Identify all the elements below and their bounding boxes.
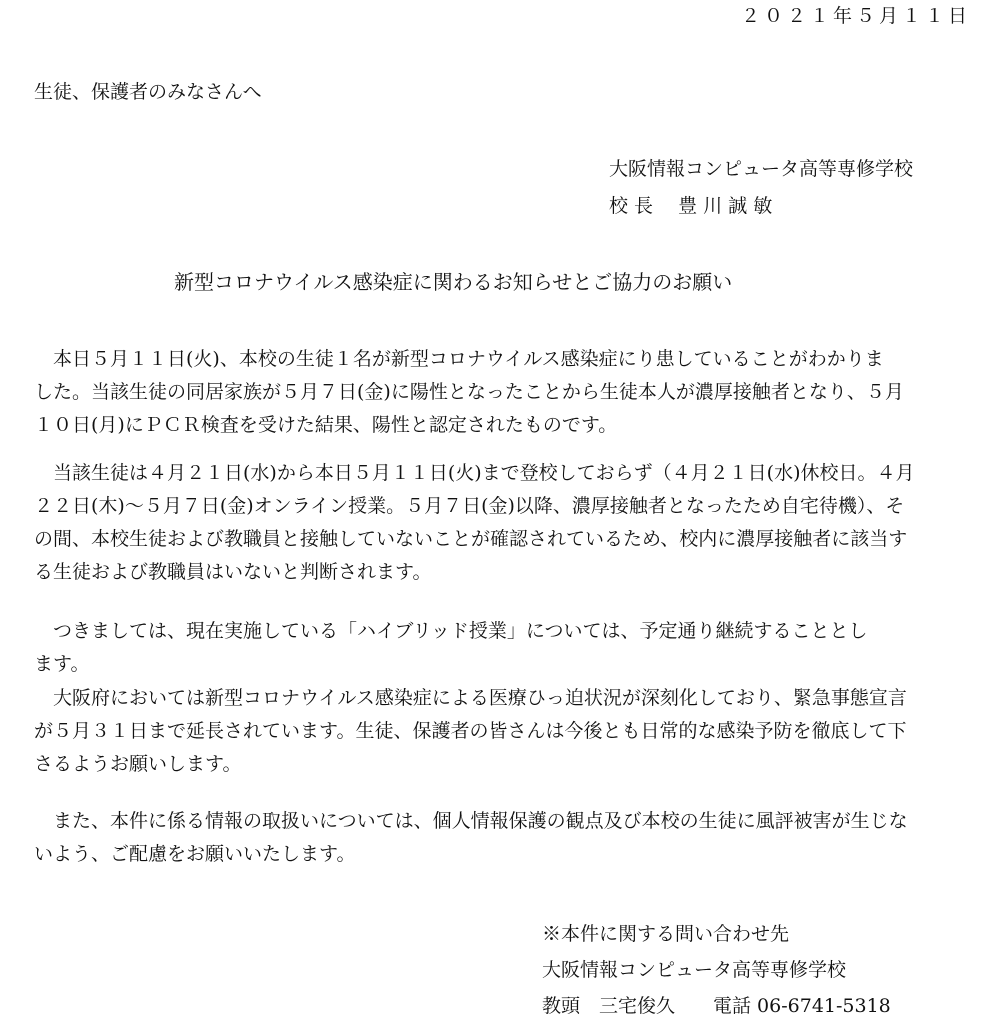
paragraph-hybrid-classes [34,615,974,681]
paragraph-line: した。当該生徒の同居家族が５月７日(金)に陽性となったことから生徒本人が濃厚接触者となり、５月 [34,381,904,403]
paragraph-line: が５月３１日まで延長されています。生徒、保護者の皆さんは今後とも日常的な感染予防を徹底して下 [34,720,907,742]
letter-date: ２０２１年５月１１日 [740,5,971,27]
contact-school-name: 大阪情報コンピュータ高等専修学校 [542,959,847,981]
sender-school-name: 大阪情報コンピュータ高等専修学校 [609,158,914,180]
contact-person-phone: 教頭 三宅俊久 電話 06-6741-5318 [542,995,891,1017]
paragraph-line: いよう、ご配慮をお願いいたします。 [34,843,356,865]
paragraph-privacy [34,805,974,871]
paragraph-line: さるようお願いします。 [34,753,242,775]
paragraph-line: 大阪府においては新型コロナウイルス感染症による医療ひっ迫状況が深刻化しており、緊急事態宣言 [34,687,907,709]
contact-block [542,916,891,1024]
sender-principal: 校 長 豊 川 誠 敏 [609,195,773,217]
paragraph-line: 本日５月１１日(火)、本校の生徒１名が新型コロナウイルス感染症にり患していることがわかりま [34,348,884,370]
paragraph-attendance [34,457,974,589]
paragraph-line: ２２日(木)～５月７日(金)オンライン授業。５月７日(金)以降、濃厚接触者となったため自宅待機）、そ [34,495,905,517]
paragraph-line: 当該生徒は４月２１日(水)から本日５月１１日(火)まで登校しておらず（４月２１日(水)休校日。４月 [34,462,915,484]
paragraph-line: １０日(月)にＰＣＲ検査を受けた結果、陽性と認定されたものです。 [34,414,618,436]
document-title: 新型コロナウイルス感染症に関わるお知らせとご協力のお願い [174,270,733,294]
paragraph-line: ます。 [34,653,90,675]
paragraph-line: る生徒および教職員はいないと判断されます。 [34,561,432,583]
paragraph-line: の間、本校生徒および教職員と接触していないことが確認されているため、校内に濃厚接触者に該当す [34,528,908,550]
contact-heading: ※本件に関する問い合わせ先 [542,923,790,945]
salutation: 生徒、保護者のみなさんへ [34,81,262,103]
paragraph-line: つきましては、現在実施している「ハイブリッド授業」については、予定通り継続することとし [34,620,868,642]
paragraph-announcement [34,343,974,442]
paragraph-emergency [34,682,974,781]
paragraph-line: また、本件に係る情報の取扱いについては、個人情報保護の観点及び本校の生徒に風評被害が生じな [34,810,908,832]
